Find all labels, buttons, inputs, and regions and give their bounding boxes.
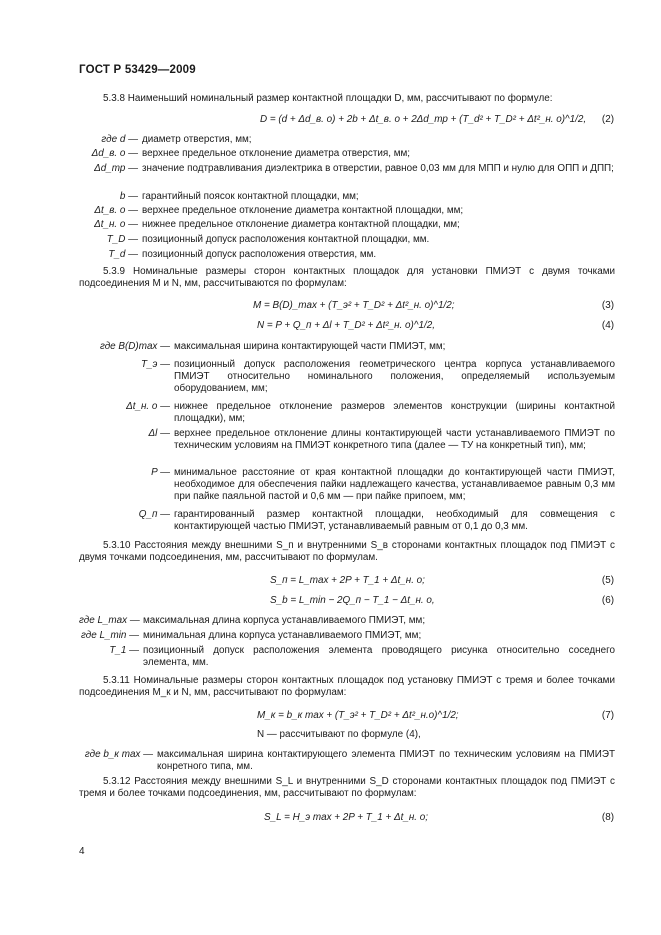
formula-6: S_b = L_min − 2Q_п − T_1 − Δt_н. о,: [270, 595, 435, 606]
formula-5-number: (5): [601, 575, 614, 586]
def-desc: максимальная длина корпуса устанавливаемого ПМИЭТ, мм;: [143, 615, 426, 626]
formula-n-ref: N — рассчитывают по формуле (4),: [257, 729, 421, 740]
def-term: P —: [151, 467, 170, 478]
def-desc: позиционный допуск расположения контактной площадки, мм.: [142, 234, 430, 245]
def-desc: гарантийный поясок контактной площадки, мм;: [142, 191, 359, 202]
section-5-3-8: 5.3.8 Наименьший номинальный размер контактной площадки D, мм, рассчитывают по формуле:: [103, 93, 553, 104]
formula-7: M_к = b_к max + (T_э² + T_D² + Δt²_н.о)^1/2;: [257, 710, 459, 721]
formula-4: N = P + Q_п + Δl + T_D² + Δt²_н. о)^1/2,: [257, 320, 435, 331]
def-desc: верхнее предельное отклонение диаметра контактной площадки, мм;: [142, 205, 464, 216]
def-term: Δt_н. о —: [94, 219, 138, 230]
def-term: T_1 —: [109, 645, 139, 656]
def-term: b —: [119, 191, 138, 202]
def-term: где d —: [101, 134, 138, 145]
def-term: где L_max —: [79, 615, 140, 626]
def-desc: диаметр отверстия, мм;: [142, 134, 252, 145]
page-number: 4: [79, 846, 85, 857]
def-desc: верхнее предельное отклонение диаметра отверстия, мм;: [142, 148, 411, 159]
def-term: Δt_н. о —: [126, 401, 170, 412]
def-desc: минимальная длина корпуса устанавливаемого ПМИЭТ, мм;: [143, 630, 422, 641]
section-5-3-11: 5.3.11 Номинальные размеры сторон контактных площадок под установку ПМИЭТ с тремя и более точками подсоединения M_к и N, мм, рассчитывают по формулам:: [79, 675, 615, 699]
def-desc: гарантированный размер контактной площадки, необходимый для совмещения с контактирующей частью ПМИЭТ, устанавливаемый равным от 0,1 до 0,3 мм.: [174, 509, 615, 533]
def-desc: максимальная ширина контактирующего элемента ПМИЭТ по техническим условиям на ПМИЭТ конретного типа, мм.: [157, 749, 615, 773]
formula-8: S_L = H_э max + 2P + T_1 + Δt_н. о;: [264, 812, 429, 823]
formula-7-number: (7): [601, 710, 614, 721]
def-desc: минимальное расстояние от края контактной площадки до контактирующей части ПМИЭТ, необходимое для обеспечения пайки надлежащего качества, устанавливаемое равным 0,3 мм при пайке паяльной пастой и 0,6 мм — при пайке припоем, мм;: [174, 467, 615, 503]
def-term: где b_к max —: [84, 749, 153, 760]
def-term: где B(D)max —: [99, 341, 170, 352]
formula-2-number: (2): [601, 114, 614, 125]
formula-2: D = (d + Δd_в. о) + 2b + Δt_в. о + 2Δd_тр + (T_d² + T_D² + Δt²_н. о)^1/2,: [260, 114, 587, 125]
def-term: Δt_в. о —: [94, 205, 138, 216]
def-desc: нижнее предельное отклонение диаметра контактной площадки, мм;: [142, 219, 460, 230]
formula-5: S_п = L_max + 2P + T_1 + Δt_н. о;: [270, 575, 425, 586]
section-5-3-9: 5.3.9 Номинальные размеры сторон контактных площадок для установки ПМИЭТ с двумя точками подсоединения M и N, мм, рассчитываются по формулам:: [79, 266, 615, 290]
def-term: Δl —: [148, 428, 170, 439]
def-term: T_D —: [106, 234, 138, 245]
def-term: T_d —: [108, 249, 138, 260]
def-term: T_э —: [141, 359, 170, 370]
document-header: ГОСТ Р 53429—2009: [79, 64, 196, 76]
def-desc: нижнее предельное отклонение размеров элементов конструкции (ширины контактной площадки), мм;: [174, 401, 615, 425]
section-5-3-10: 5.3.10 Расстояния между внешними S_п и внутренними S_в сторонами контактных площадок под ПМИЭТ с двумя точками подсоединения, мм, рассчитывают по формулам.: [79, 540, 615, 564]
def-desc: максимальная ширина контактирующей части ПМИЭТ, мм;: [174, 341, 446, 352]
def-desc: позиционный допуск расположения геометрического центра корпуса устанавливаемого ПМИЭТ относительно номинального положения, определяемый используемым оборудованием, мм;: [174, 359, 615, 395]
def-desc: верхнее предельное отклонение длины контактирующей части устанавливаемого ПМИЭТ по техническим условиям на ПМИЭТ конкретного типа (далее — ТУ на конкретный тип), мм;: [174, 428, 615, 452]
section-5-3-12: 5.3.12 Расстояния между внешними S_L и внутренними S_D сторонами контактных площадок под ПМИЭТ с тремя и более точками подсоединения, мм, рассчитывают по формулам:: [79, 776, 615, 800]
def-term: Δd_тр —: [94, 163, 138, 174]
def-term: Q_п —: [138, 509, 170, 520]
formula-8-number: (8): [601, 812, 614, 823]
formula-6-number: (6): [601, 595, 614, 606]
def-desc: позиционный допуск расположения элемента проводящего рисунка относительно соседнего элемента, мм.: [143, 645, 615, 669]
formula-4-number: (4): [601, 320, 614, 331]
formula-3: M = B(D)_max + (T_э² + T_D² + Δt²_н. о)^1/2;: [253, 300, 455, 311]
def-desc: позиционный допуск расположения отверстия, мм.: [142, 249, 377, 260]
def-desc: значение подтравливания диэлектрика в отверстии, равное 0,03 мм для МПП и нулю для ОПП и ДПП;: [142, 163, 614, 174]
def-term: где L_min —: [81, 630, 139, 641]
formula-3-number: (3): [601, 300, 614, 311]
def-term: Δd_в. о —: [91, 148, 138, 159]
